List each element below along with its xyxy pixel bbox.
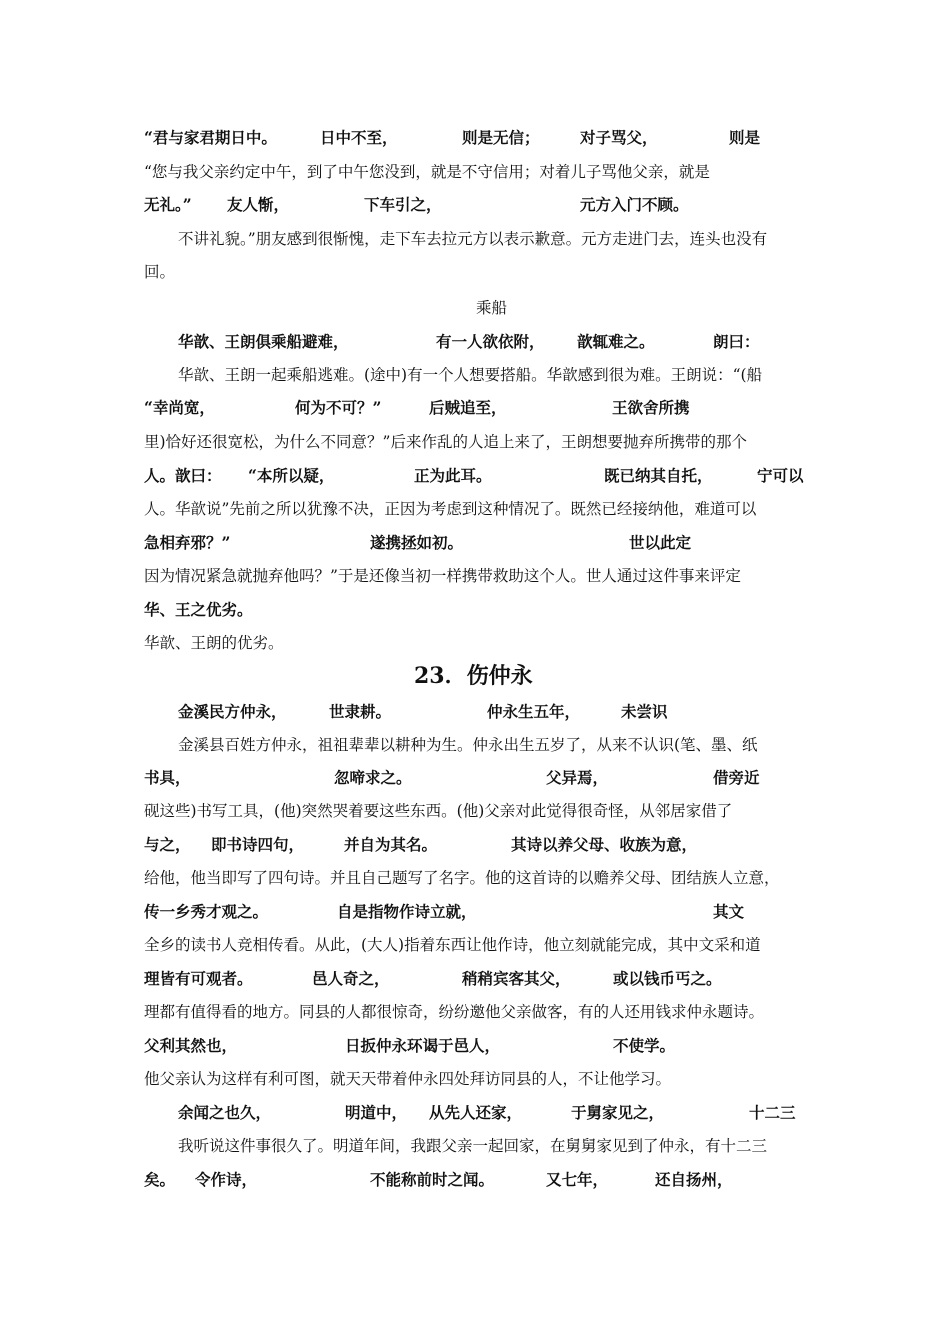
- original-text-segment: 既已纳其自托，: [604, 466, 713, 485]
- original-text-segment: 于舅家见之，: [571, 1103, 665, 1122]
- translation-line: 里)恰好还很宽松，为什么不同意？”后来作乱的人追上来了，王朗想要抛弃所携带的那个: [144, 433, 747, 451]
- original-text-segment: 忽啼求之。: [334, 768, 412, 787]
- original-text-segment: 友人惭，: [227, 195, 290, 214]
- translation-line: 我听说这件事很久了。明道年间，我跟父亲一起回家，在舅舅家见到了仲永，有十二三: [178, 1137, 768, 1155]
- original-text-segment: 王欲舍所携: [612, 398, 690, 417]
- translation-line: 华歆、王朗的优劣。: [144, 634, 284, 652]
- original-text-segment: 下车引之，: [364, 195, 442, 214]
- original-text-segment: 又七年，: [546, 1170, 609, 1189]
- original-text-segment: 即书诗四句，: [211, 835, 305, 854]
- translation-line: 他父亲认为这样有利可图，就天天带着仲永四处拜访同县的人，不让他学习。: [144, 1070, 672, 1088]
- original-text-segment: 还自扬州，: [655, 1170, 733, 1189]
- original-text-segment: 仲永生五年，: [487, 702, 581, 721]
- original-text-segment: 十二三: [749, 1103, 796, 1122]
- original-text-segment: 对子骂父，: [580, 128, 658, 147]
- original-text-segment: 理皆有可观者。: [144, 969, 253, 988]
- section-title: 23．伤仲永: [414, 663, 533, 689]
- translation-line: 不讲礼貌。”朋友感到很惭愧，走下车去拉元方以表示歉意。元方走进门去，连头也没有: [178, 230, 768, 248]
- original-text-segment: 不能称前时之闻。: [370, 1170, 495, 1189]
- translation-line: 理都有值得看的地方。同县的人都很惊奇，纷纷邀他父亲做客，有的人还用钱求仲永题诗。: [144, 1003, 765, 1021]
- translation-line: 全乡的读书人竞相传看。从此，(大人)指着东西让他作诗，他立刻就能完成，其中文采和道: [144, 936, 761, 954]
- original-text-segment: 遂携拯如初。: [370, 533, 464, 552]
- original-text-segment: “本所以疑，: [248, 466, 335, 485]
- original-text-segment: 正为此耳。: [414, 466, 492, 485]
- section-subtitle: 乘船: [476, 299, 508, 317]
- original-text-segment: 金溪民方仲永，: [178, 702, 287, 721]
- original-text-segment: 传一乡秀才观之。: [144, 902, 269, 921]
- original-text-segment: 自是指物作诗立就，: [337, 902, 477, 921]
- original-text-segment: 后贼追至，: [429, 398, 507, 417]
- original-text-segment: 宁可以: [757, 466, 804, 485]
- original-text-segment: 与之，: [144, 835, 191, 854]
- original-text-segment: 歆辄难之。: [577, 332, 655, 351]
- original-text-segment: 未尝识: [621, 702, 668, 721]
- original-text-segment: 明道中，: [345, 1103, 408, 1122]
- original-text-segment: 世以此定: [629, 533, 692, 552]
- original-text-segment: 其诗以养父母、收族为意，: [511, 835, 698, 854]
- translation-line: 金溪县百姓方仲永，祖祖辈辈以耕种为生。仲永出生五岁了，从来不认识(笔、墨、纸: [178, 736, 758, 754]
- original-text-segment: 华、王之优劣。: [144, 600, 253, 619]
- original-text-segment: 人。歆曰：: [144, 466, 222, 485]
- translation-line: 因为情况紧急就抛弃他吗？”于是还像当初一样携带救助这个人。世人通过这件事来评定: [144, 567, 741, 585]
- original-text-segment: 或以钱币丐之。: [613, 969, 722, 988]
- original-text-segment: 日扳仲永环谒于邑人，: [345, 1036, 501, 1055]
- translation-line: 人。华歆说”先前之所以犹豫不决，正因为考虑到这种情况了。既然已经接纳他，难道可以: [144, 500, 757, 518]
- original-text-segment: 借旁近: [713, 768, 760, 787]
- original-text-segment: 朗曰：: [713, 332, 760, 351]
- original-text-segment: 则是: [729, 128, 761, 147]
- original-text-segment: 矣。: [144, 1170, 176, 1189]
- original-text-segment: 父利其然也，: [144, 1036, 238, 1055]
- original-text-segment: “君与家君期日中。: [144, 128, 277, 147]
- original-text-segment: 急相弃邪？”: [144, 533, 231, 552]
- original-text-segment: “幸尚宽，: [144, 398, 215, 417]
- original-text-segment: 从先人还家，: [429, 1103, 523, 1122]
- translation-line: 回。: [144, 263, 176, 281]
- original-text-segment: 华歆、王朗俱乘船避难，: [178, 332, 349, 351]
- original-text-segment: 邑人奇之，: [312, 969, 390, 988]
- original-text-segment: 世隶耕。: [329, 702, 392, 721]
- translation-line: “您与我父亲约定中午，到了中午您没到，就是不守信用；对着儿子骂他父亲，就是: [144, 163, 710, 181]
- original-text-segment: 则是无信；: [462, 128, 540, 147]
- original-text-segment: 其文: [713, 902, 745, 921]
- original-text-segment: 稍稍宾客其父，: [462, 969, 571, 988]
- original-text-segment: 日中不至，: [320, 128, 398, 147]
- original-text-segment: 余闻之也久，: [178, 1103, 272, 1122]
- translation-line: 华歆、王朗一起乘船逃难。(途中)有一个人想要搭船。华歆感到很为难。王朗说：“(船: [178, 366, 763, 384]
- original-text-segment: 有一人欲依附，: [436, 332, 545, 351]
- original-text-segment: 书具，: [144, 768, 191, 787]
- original-text-segment: 并自为其名。: [344, 835, 438, 854]
- translation-line: 给他，他当即写了四句诗。并且自己题写了名字。他的这首诗的以赡养父母、团结族人立意，: [144, 869, 780, 887]
- original-text-segment: 元方入门不顾。: [580, 195, 689, 214]
- original-text-segment: 父异焉，: [546, 768, 609, 787]
- original-text-segment: 令作诗，: [195, 1170, 258, 1189]
- original-text-segment: 不使学。: [613, 1036, 676, 1055]
- original-text-segment: 何为不可？”: [295, 398, 382, 417]
- original-text-segment: 无礼。”: [144, 195, 192, 214]
- translation-line: 砚这些)书写工具，(他)突然哭着要这些东西。(他)父亲对此觉得很奇怪，从邻居家借了: [144, 802, 733, 820]
